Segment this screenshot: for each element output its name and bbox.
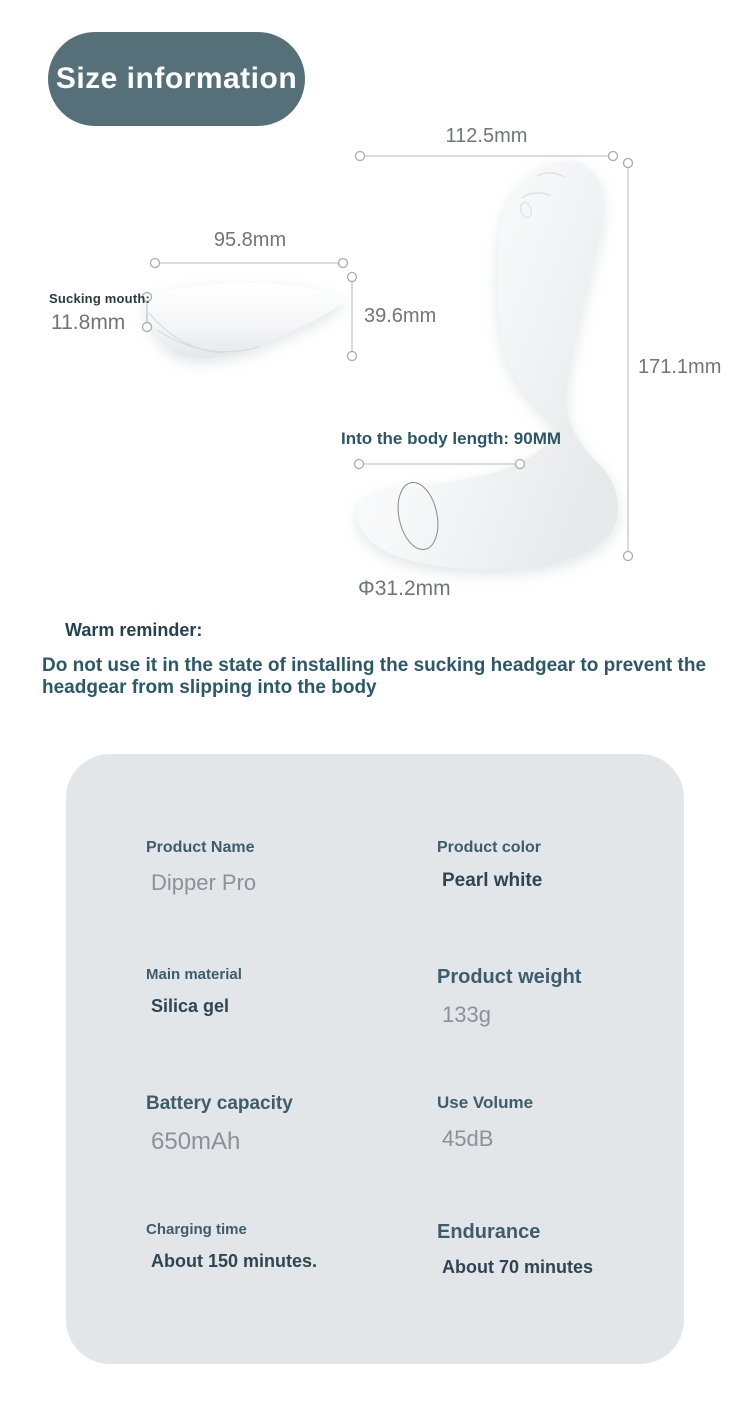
spec-label: Charging time [146, 1221, 247, 1238]
spec-cell-main-material [146, 966, 242, 1017]
spec-value: Silica gel [151, 996, 230, 1016]
spec-label: Battery capacity [146, 1093, 293, 1114]
spec-value: 133g [442, 1002, 491, 1027]
sucking-mouth-label: Sucking mouth: [49, 291, 151, 306]
spec-label: Endurance [437, 1221, 541, 1243]
spec-label: Product color [437, 839, 542, 856]
warm-reminder-text: Do not use it in the state of installing the sucking headgear to prevent the headgear from slipping into the body [42, 655, 707, 698]
size-information-badge [48, 32, 305, 126]
device-shape [357, 161, 618, 569]
device-width-label: 112.5mm [445, 125, 528, 147]
spec-label: Product Name [146, 839, 255, 856]
spec-value: 650mAh [151, 1128, 241, 1155]
spec-label: Use Volume [437, 1093, 534, 1112]
headgear-illustration [145, 283, 345, 358]
spec-label: Product weight [437, 966, 582, 988]
insert-length-label: Into the body length: 90MM [341, 429, 562, 448]
spec-cell-battery-capacity [146, 1093, 293, 1156]
badge-label: Size information [55, 62, 298, 95]
spec-value: 45dB [442, 1126, 494, 1151]
spec-cell-product-name [146, 839, 256, 896]
device-height-label: 171.1mm [638, 356, 722, 378]
spec-value: About 150 minutes. [151, 1251, 318, 1271]
warm-reminder-title: Warm reminder: [65, 620, 203, 640]
spec-cell-use-volume [437, 1093, 533, 1152]
headgear-shape [145, 283, 345, 358]
spec-label: Main material [146, 966, 242, 983]
spec-cell-endurance [437, 1221, 593, 1278]
spec-value: About 70 minutes [442, 1257, 594, 1277]
product-spec-card [66, 754, 684, 1364]
headgear-width-label: 95.8mm [213, 229, 287, 251]
spec-value: Dipper Pro [151, 870, 257, 895]
diameter-label: Φ31.2mm [358, 577, 451, 600]
headgear-height-label: 39.6mm [364, 305, 437, 327]
spec-cell-charging-time [146, 1221, 317, 1272]
spec-value: Pearl white [442, 870, 543, 891]
device-illustration [357, 161, 618, 569]
spec-cell-product-weight [437, 966, 581, 1028]
sucking-mouth-value: 11.8mm [51, 311, 126, 334]
spec-cell-product-color [437, 839, 542, 892]
